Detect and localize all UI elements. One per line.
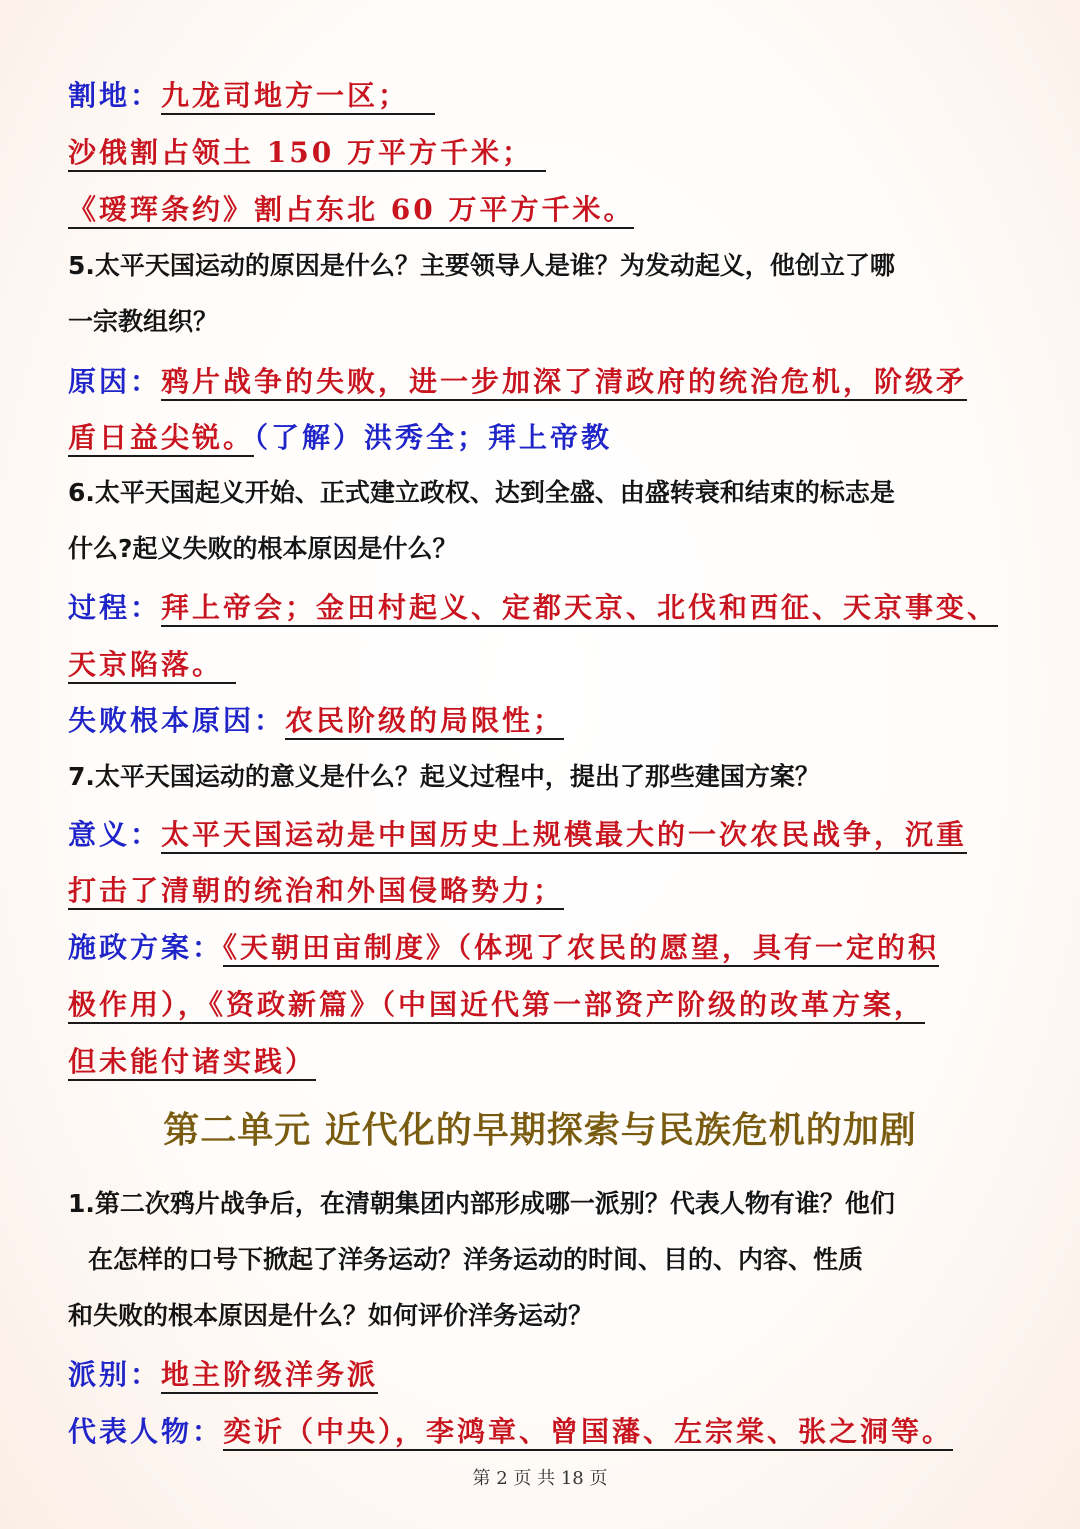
faction-text: 地主阶级洋务派	[161, 1358, 378, 1394]
answer-7b-text-1: 《天朝田亩制度》（体现了农民的愿望，具有一定的积	[223, 931, 939, 967]
answer-5-extra: （了解）洪秀全；拜上帝教	[254, 421, 613, 454]
figures-label: 代表人物：	[68, 1415, 224, 1448]
question-5-line-2: 一宗教组织？	[68, 307, 219, 336]
answer-7b-line-1	[68, 928, 939, 968]
answer-7b-label: 施政方案：	[68, 931, 224, 964]
unit2-answer-figures-line	[68, 1412, 953, 1452]
cession-line	[68, 76, 435, 116]
answer-7-text-2: 打击了清朝的统治和外国侵略势力；	[68, 874, 564, 910]
question-5-line-1: 5.太平天国运动的原因是什么？主要领导人是谁？为发动起义，他创立了哪	[68, 251, 895, 280]
answer-6-line-2	[68, 645, 236, 685]
answer-6-label: 过程：	[68, 591, 162, 624]
answer-6b-line	[68, 701, 564, 741]
answer-5-line-2	[68, 418, 612, 458]
unit2-answer-faction-line	[68, 1355, 378, 1395]
answer-5-text-2: 盾日益尖锐。	[68, 421, 254, 457]
cession-label: 割地：	[68, 79, 162, 112]
page-footer: 第 2 页 共 18 页	[472, 1468, 608, 1489]
answer-6-line-1	[68, 588, 998, 628]
unit2-question-1-line-1: 1.第二次鸦片战争后，在清朝集团内部形成哪一派别？代表人物有谁？他们	[68, 1189, 895, 1218]
answer-7-text-1: 太平天国运动是中国历史上规模最大的一次农民战争，沉重	[161, 818, 967, 854]
answer-6-text-2: 天京陷落。	[68, 648, 223, 684]
answer-7b-line-3	[68, 1042, 316, 1082]
answer-7-line-2	[68, 871, 564, 911]
answer-6-text-1: 拜上帝会；金田村起义、定都天京、北伐和西征、天京事变、	[161, 591, 998, 627]
answer-7-label: 意义：	[68, 818, 162, 851]
aigun-treaty-line	[68, 190, 634, 230]
cession-text: 九龙司地方一区；	[161, 79, 409, 115]
answer-6b-text: 农民阶级的局限性；	[285, 704, 564, 740]
answer-7b-text-3: 但未能付诸实践）	[68, 1045, 316, 1081]
unit2-question-1-line-2: 在怎样的口号下掀起了洋务运动？洋务运动的时间、目的、内容、性质	[88, 1245, 864, 1274]
russia-land-line	[68, 133, 546, 173]
question-6-line-1: 6.太平天国起义开始、正式建立政权、达到全盛、由盛转衰和结束的标志是	[68, 478, 895, 507]
answer-5-line-1	[68, 362, 967, 402]
unit-title: 第二单元 近代化的早期探索与民族危机的加剧	[163, 1110, 917, 1151]
answer-6b-label: 失败根本原因：	[68, 704, 286, 737]
answer-5-label: 原因：	[68, 365, 162, 398]
answer-7b-text-2: 极作用），《资政新篇》（中国近代第一部资产阶级的改革方案，	[68, 988, 925, 1024]
figures-text: 奕䜣（中央），李鸿章、曾国藩、左宗棠、张之洞等。	[223, 1415, 953, 1451]
answer-5-text-1: 鸦片战争的失败，进一步加深了清政府的统治危机，阶级矛	[161, 365, 967, 401]
russia-land-text: 沙俄割占领土 150 万平方千米；	[68, 136, 533, 172]
answer-7b-line-2	[68, 985, 925, 1025]
question-6-line-2: 什么?起义失败的根本原因是什么？	[68, 534, 458, 563]
answer-7-line-1	[68, 815, 967, 855]
faction-label: 派别：	[68, 1358, 162, 1391]
question-7-line-1: 7.太平天国运动的意义是什么？起义过程中，提出了那些建国方案？	[68, 762, 820, 791]
aigun-treaty-text: 《瑷珲条约》割占东北 60 万平方千米。	[68, 193, 634, 229]
unit2-question-1-line-3: 和失败的根本原因是什么？如何评价洋务运动？	[68, 1301, 594, 1330]
